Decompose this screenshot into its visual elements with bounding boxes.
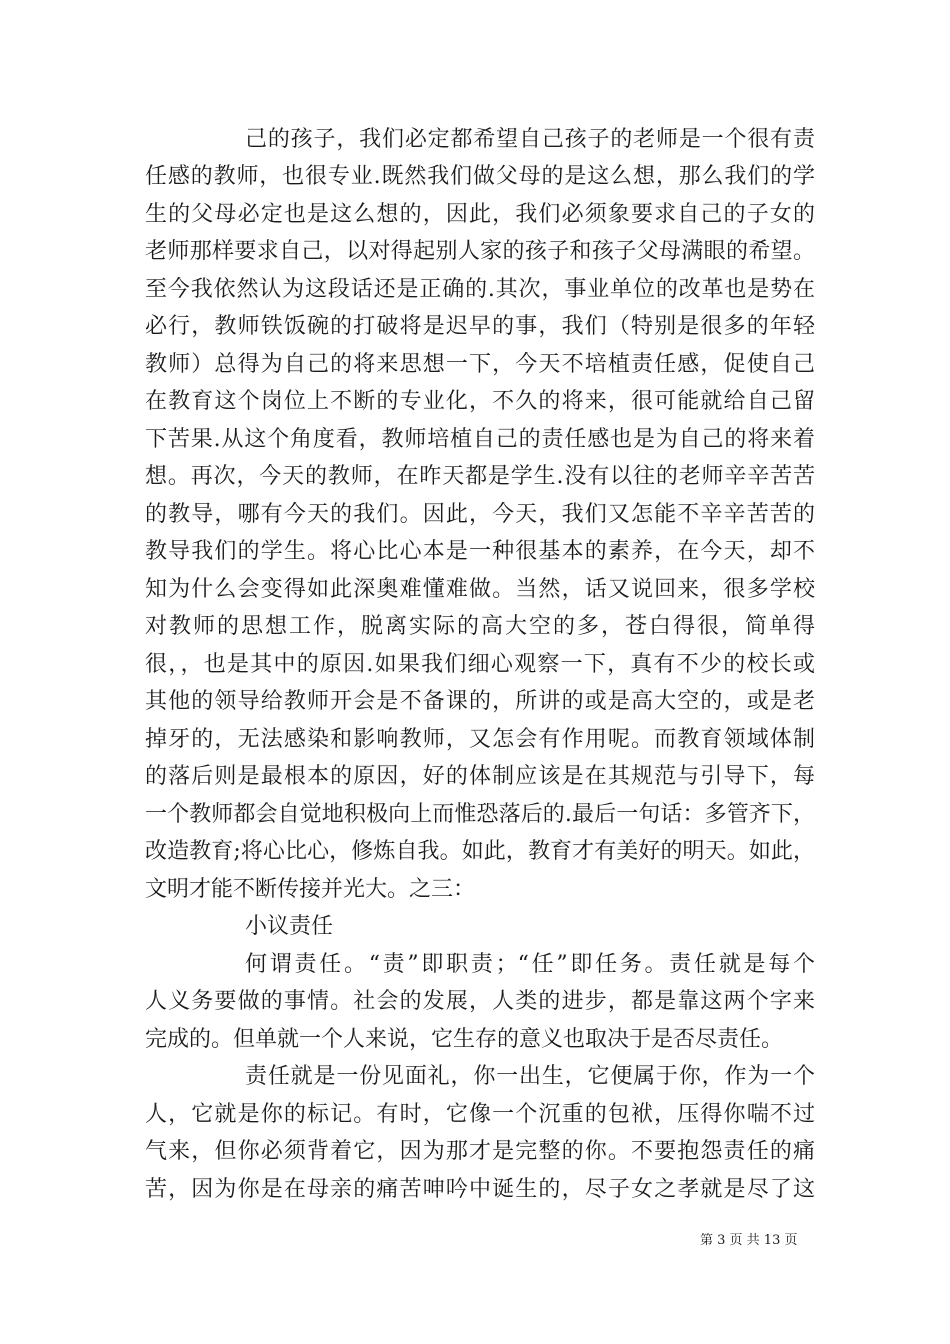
- text-line: 人义务要做的事情。社会的发展，人类的进步，都是靠这两个字来: [145, 989, 815, 1014]
- text-line: 气来，但你必须背着它，因为那才是完整的你。不要抱怨责任的痛: [145, 1139, 815, 1164]
- text-line: 的落后则是最根本的原因，好的体制应该是在其规范与引导下，每: [145, 764, 815, 789]
- text-line: 下苦果.从这个角度看，教师培植自己的责任感也是为自己的将来着: [145, 427, 815, 452]
- text-line: 生的父母必定也是这么想的，因此，我们必须象要求自己的子女的: [145, 202, 815, 227]
- page-number: 第 3 页 共 13 页: [700, 1233, 798, 1248]
- text-line: 苦，因为你是在母亲的痛苦呻吟中诞生的，尽子女之孝就是尽了这: [145, 1177, 815, 1202]
- text-line: 的教导，哪有今天的我们。因此，今天，我们又怎能不辛辛苦苦的: [145, 502, 815, 527]
- text-line: 责任就是一份见面礼，你一出生，它便属于你，作为一个: [245, 1064, 815, 1089]
- text-line: 在教育这个岗位上不断的专业化，不久的将来，很可能就给自己留: [145, 389, 815, 414]
- text-line: 掉牙的，无法感染和影响教师，又怎会有作用呢。而教育领域体制: [145, 727, 815, 752]
- text-line: 完成的。但单就一个人来说，它生存的意义也取决于是否尽责任。: [145, 1027, 784, 1052]
- text-line: 知为什么会变得如此深奥难懂难做。当然，话又说回来，很多学校: [145, 577, 815, 602]
- text-line: 改造教育;将心比心，修炼自我。如此，教育才有美好的明天。如此，: [145, 839, 815, 864]
- text-line: 己的孩子，我们必定都希望自己孩子的老师是一个很有责: [245, 127, 815, 152]
- text-line: 对教师的思想工作，脱离实际的高大空的多，苍白得很，简单得: [145, 614, 815, 639]
- text-line: 老师那样要求自己，以对得起别人家的孩子和孩子父母满眼的希望。: [145, 239, 815, 264]
- text-line: 教导我们的学生。将心比心本是一种很基本的素养，在今天，却不: [145, 539, 815, 564]
- text-line: 必行，教师铁饭碗的打破将是迟早的事，我们（特别是很多的年轻: [145, 314, 815, 339]
- text-line: 想。再次，今天的教师，在昨天都是学生.没有以往的老师辛辛苦苦: [145, 464, 815, 489]
- text-line: 教师）总得为自己的将来思想一下，今天不培植责任感，促使自己: [145, 352, 815, 377]
- text-line: 何谓责任。“责”即职责；“任”即任务。责任就是每个: [245, 952, 815, 977]
- text-line: 很，，也是其中的原因.如果我们细心观察一下，真有不少的校长或: [145, 652, 815, 677]
- section-heading: 小议责任: [245, 914, 334, 939]
- text-line: 任感的教师，也很专业.既然我们做父母的是这么想，那么我们的学: [145, 164, 815, 189]
- text-line: 人，它就是你的标记。有时，它像一个沉重的包袱，压得你喘不过: [145, 1102, 815, 1127]
- text-line: 至今我依然认为这段话还是正确的.其次，事业单位的改革也是势在: [145, 277, 815, 302]
- text-line: 文明才能不断传接并光大。之三：: [145, 877, 476, 902]
- text-line: 一个教师都会自觉地积极向上而惟恐落后的.最后一句话：多管齐下，: [145, 802, 815, 827]
- text-line: 其他的领导给教师开会是不备课的，所讲的或是高大空的，或是老: [145, 689, 815, 714]
